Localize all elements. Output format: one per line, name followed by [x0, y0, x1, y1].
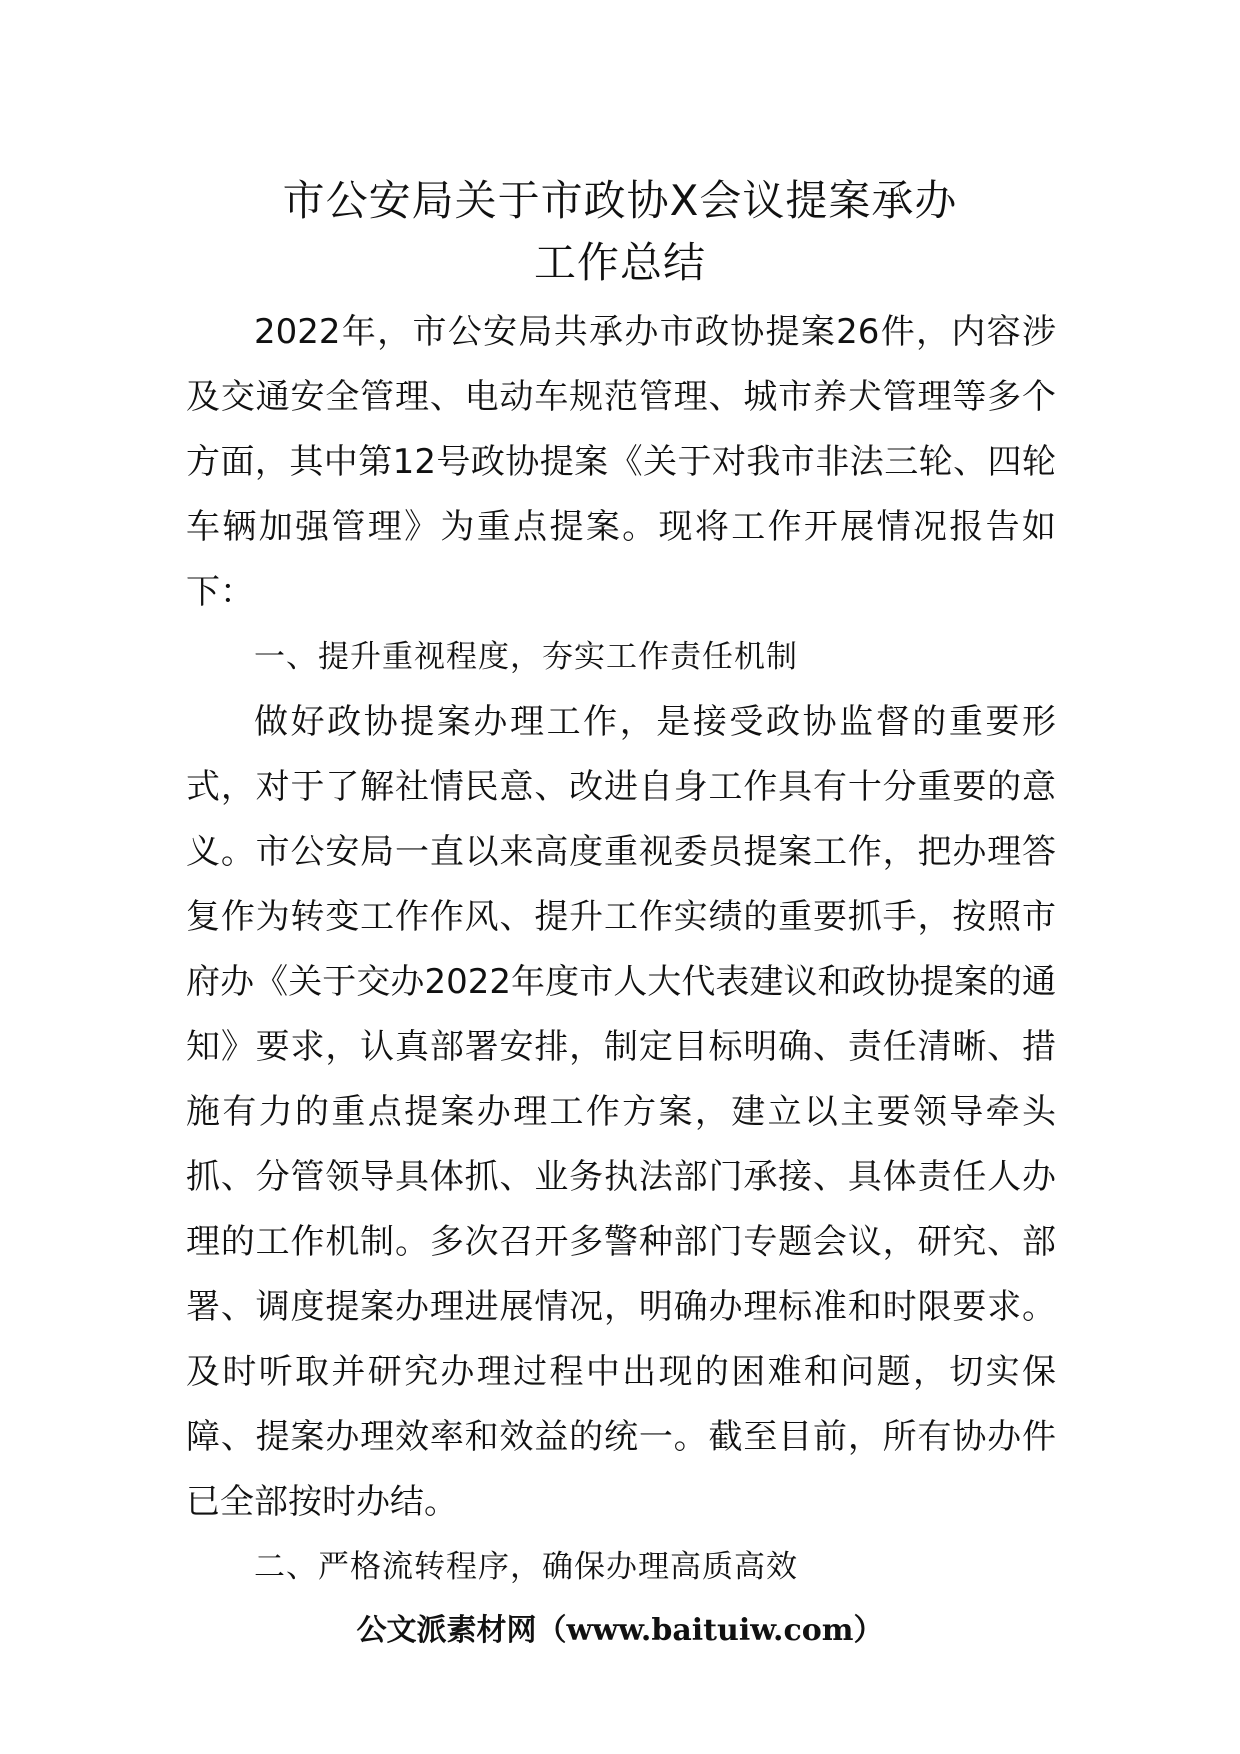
- document-body: [186, 300, 1056, 1600]
- footer-watermark: 公文派素材网（www.baituiw.com）: [356, 1613, 884, 1648]
- document-title-line-1: 市公安局关于市政协Ⅹ会议提案承办: [282, 176, 958, 225]
- section-1-paragraph: 做好政协提案办理工作，是接受政协监督的重要形式，对于了解社情民意、改进自身工作具有十分重要的意义。市公安局一直以来高度重视委员提案工作，把办理答复作为转变工作作风、提升工作实绩的重要抓手，按照市府办《关于交办2022年度市人大代表建议和政协提案的通知》要求，认真部署安排，制定目标明确、责任清晰、措施有力的重点提案办理工作方案，建立以主要领导牵头抓、分管领导具体抓、业务执法部门承接、具体责任人办理的工作机制。多次召开多警种部门专题会议，研究、部署、调度提案办理进展情况，明确办理标准和时限要求。及时听取并研究办理过程中出现的困难和问题，切实保障、提案办理效率和效益的统一。截至目前，所有协办件已全部按时办结。: [186, 702, 1056, 1522]
- section-2-heading: 二、严格流转程序，确保办理高质高效: [254, 1549, 798, 1585]
- intro-paragraph: 2022年，市公安局共承办市政协提案26件，内容涉及交通安全管理、电动车规范管理、城市养犬管理等多个方面，其中第12号政协提案《关于对我市非法三轮、四轮车辆加强管理》为重点提案。现将工作开展情况报告如下：: [186, 312, 1056, 612]
- section-1-heading: 一、提升重视程度，夯实工作责任机制: [254, 639, 798, 675]
- document-title-line-2: 工作总结: [533, 238, 706, 287]
